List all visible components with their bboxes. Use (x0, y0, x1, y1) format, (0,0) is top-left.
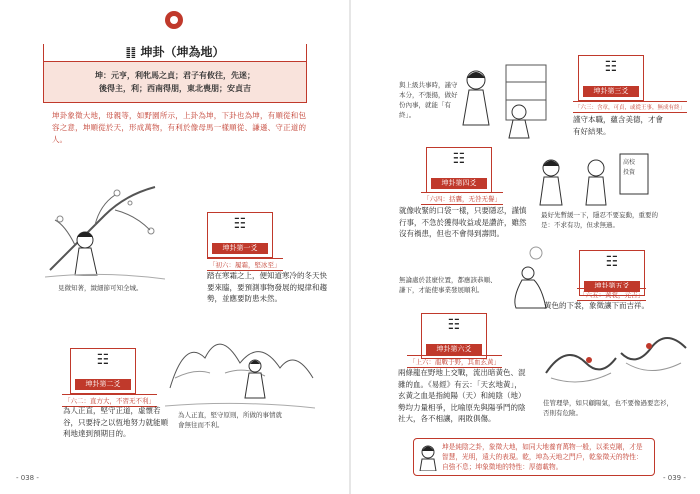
hexagram-icon: ☷ (604, 59, 618, 75)
scroll-text: 高校投資 (623, 159, 636, 176)
hexagram-icon: ☷ (452, 151, 466, 167)
yao4-label: 坤卦第四爻 (431, 178, 487, 189)
hexagram-card-yao1 (207, 212, 273, 258)
yao2-quote: 「六二：直方大，不習无不利」 (62, 394, 157, 407)
yao2-text: 為人正直，堅守正道，虛懷若谷，只要持之以恆地努力就能順利地達到預期目的。 (63, 406, 168, 438)
caption-yao6: 佳管理學，如只顧陽氣，也不要像過要恋衫，否則有危險。 (543, 399, 673, 417)
hexagram-text-line-2: 後得主，利；西南得朋，東北喪朋；安貞吉 (99, 84, 251, 93)
page-number-right: - 039 - (663, 474, 686, 482)
scholar-icon (417, 443, 439, 471)
yao6-quote: 「上六：龍戰于野，其血玄黃」 (407, 355, 502, 368)
yao3-label: 坤卦第三爻 (583, 86, 639, 97)
yao2-label: 坤卦第二爻 (75, 379, 131, 390)
yao5-text: 黃色的下裳，象徵讓下而吉祥。 (544, 301, 649, 310)
yao5-quote: 「六五：黃裳，元吉」 (577, 288, 646, 301)
hexagram-icon: ☷ (96, 352, 110, 368)
fighting-dragons-illustration (541, 318, 691, 403)
hexagram-icon: ☷ (447, 317, 461, 333)
yao1-text: 踏在寒霜之上，便知道寒冷的冬天快要來臨，要預測事物發展的規律和趨勢，並應要防患未然。 (207, 271, 327, 303)
hexagram-header-box (43, 44, 307, 103)
hexagram-card-yao4 (426, 147, 492, 193)
summary-box (413, 438, 655, 476)
intro-paragraph: 坤卦象徵大地，母親等，如野園所示，上卦為坤，下卦也為坤，有順從和包容之意，坤順從於天，形成萬物，有利於像母馬一樣順從、謙遜、守正道的人。 (52, 111, 306, 144)
hexagram-card-yao3 (578, 55, 644, 101)
yin-yang-logo-icon (165, 11, 183, 29)
yao6-label: 坤卦第六爻 (426, 344, 482, 355)
caption-yao5: 無論處於甚麼位置，都應該恭順、謙下，才能使事業發展順利。 (399, 276, 497, 294)
yao5-label: 坤卦第五爻 (584, 281, 640, 292)
yao3-quote: 「六三：含章，可貞，或從王事，無成有終」 (573, 101, 687, 113)
office-scene-illustration (451, 50, 561, 140)
hexagram-icon: ☷ (605, 254, 619, 270)
hexagram-title: ䷁ 坤卦（坤為地） (44, 43, 306, 62)
mountain-scholar-illustration (165, 318, 315, 418)
right-page (351, 0, 700, 494)
hexagram-text-line-1: 坤：元亨，利牝馬之貞；君子有攸往，先迷； (95, 71, 255, 80)
hexagram-icon: ☷ (233, 216, 247, 232)
yao4-quote: 「六四：括囊，无咎无譽」 (421, 192, 503, 205)
caption-yao4: 最好先暫緩一下，隱忍不要妄動，重要的是：不求有功，但求無過。 (541, 211, 658, 229)
page-number-left: - 038 - (16, 474, 39, 482)
yao4-text: 就像收緊的口袋一樣，只要隱忍，謹慎行事，不急於獲得收益或是讚許，雖然沒有禍患，但也不會得到壽問。 (399, 206, 527, 238)
yao1-quote: 「初六：履霜，堅冰至」 (207, 258, 283, 271)
hexagram-card-yao6 (421, 313, 487, 359)
yao3-text: 謹守本職，蘊含美德，才會有好結果。 (573, 115, 663, 136)
yao6-text: 兩條龍在野地上交戰，流出暗黃色、混雜的血。《易經》有云：「天玄地黃」，玄黃之血是指純陽（天）和純陰（地）勢均力量相爭，比喻原先與陽爭鬥的陰社大，各不相讓，兩敗俱傷。 (398, 368, 526, 423)
yao1-label: 坤卦第一爻 (212, 243, 268, 254)
tree-woman-illustration (45, 175, 165, 285)
summary-text: 坤是純陰之卦，象徵大地，如同大地養育萬物一般，以柔克剛，才是智慧，光明，遠大的表現。乾，坤為天地之門戶，乾象徵天的特性：自強不息；坤象徵地的特性：厚德載物。 (442, 443, 643, 471)
caption-yao2: 為人正直，堅守原則，所做的事情就會無往而不利。 (178, 411, 282, 429)
left-page (0, 0, 349, 494)
caption-yao3: 與上級共事時，謹守本分，不張揚，做好份內事，就能「有終」。 (399, 81, 458, 119)
hexagram-card-yao2 (70, 348, 136, 394)
caption-yao1: 見微知著，緻細節可知全城。 (58, 284, 143, 292)
teaching-scene-illustration (536, 150, 656, 210)
